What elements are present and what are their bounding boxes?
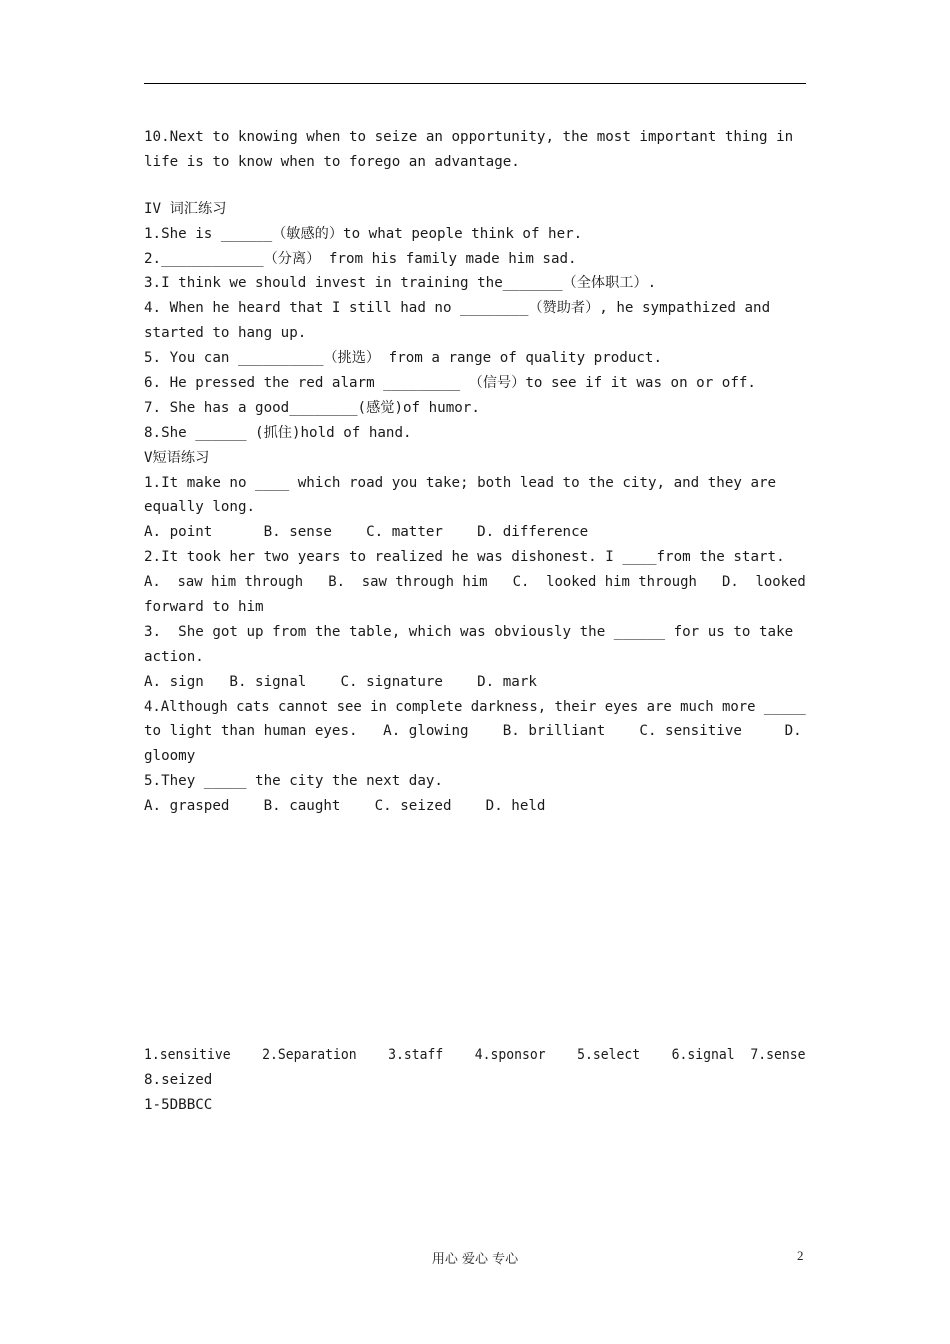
question-10-line-1: 10.Next to knowing when to seize an opportunity, the most important thing in [144,129,794,145]
vocab-item-7: 7. She has a good________(感觉)of humor. [144,399,480,416]
phrase-q1-options: A. point B. sense C. matter D. difference [144,524,589,541]
vocab-item-4-line-1: 4. When he heard that I still had no ________（赞助者）, he sympathized and [144,300,771,317]
phrase-q4-line-3: gloomy [144,748,196,765]
answer-key [144,1043,806,1118]
answer-line-1: 1.sensitive 2.Separation 3.staff 4.sponsor 5.select 6.signal 7.sense [144,1047,806,1063]
phrase-q3-line-1: 3. She got up from the table, which was obviously the ______ for us to take [144,623,794,640]
vocab-item-4-line-2: started to hang up. [144,325,307,342]
spacer [144,175,806,197]
header-rule [144,83,806,84]
page-number: 2 [797,1248,804,1263]
phrase-q5-line-1: 5.They _____ the city the next day. [144,773,443,790]
section-5-title: V短语练习 [144,449,210,466]
phrase-q4-line-2: to light than human eyes. A. glowing B. brilliant C. sensitive D. [144,723,802,740]
vocab-item-5: 5. You can __________（挑选） from a range of quality product. [144,350,662,367]
vocab-item-8: 8.She ______ (抓住)hold of hand. [144,424,412,441]
phrase-q4-line-1: 4.Although cats cannot see in complete darkness, their eyes are much more _____ [144,698,806,715]
answer-line-3: 1-5DBBCC [144,1096,213,1113]
exercise-content [144,125,806,819]
footer-motto: 用心 爱心 专心 [431,1252,519,1267]
vocab-item-6: 6. He pressed the red alarm _________ （信号）to see if it was on or off. [144,375,756,392]
phrase-q5-options: A. grasped B. caught C. seized D. held [144,798,546,815]
vocab-item-2: 2.____________（分离） from his family made him sad. [144,250,577,267]
phrase-q1-line-2: equally long. [144,499,256,516]
phrase-q1-line-1: 1.It make no ____ which road you take; both lead to the city, and they are [144,474,777,491]
answer-line-2: 8.seized [144,1071,213,1088]
phrase-q3-line-2: action. [144,648,204,665]
section-4-title: IV 词汇练习 [144,200,227,217]
question-10-line-2: life is to know when to forego an advantage. [144,153,520,170]
phrase-q2-line-1: 2.It took her two years to realized he was dishonest. I ____from the start. [144,549,785,566]
vocab-item-1: 1.She is ______（敏感的）to what people think of her. [144,225,583,242]
phrase-q2-options-line-1: A. saw him through B. saw through him C. looked him through D. looked [144,574,806,591]
phrase-q3-options: A. sign B. signal C. signature D. mark [144,673,537,690]
phrase-q2-options-line-2: forward to him [144,599,264,616]
vocab-item-3: 3.I think we should invest in training the_______（全体职工）. [144,275,657,292]
